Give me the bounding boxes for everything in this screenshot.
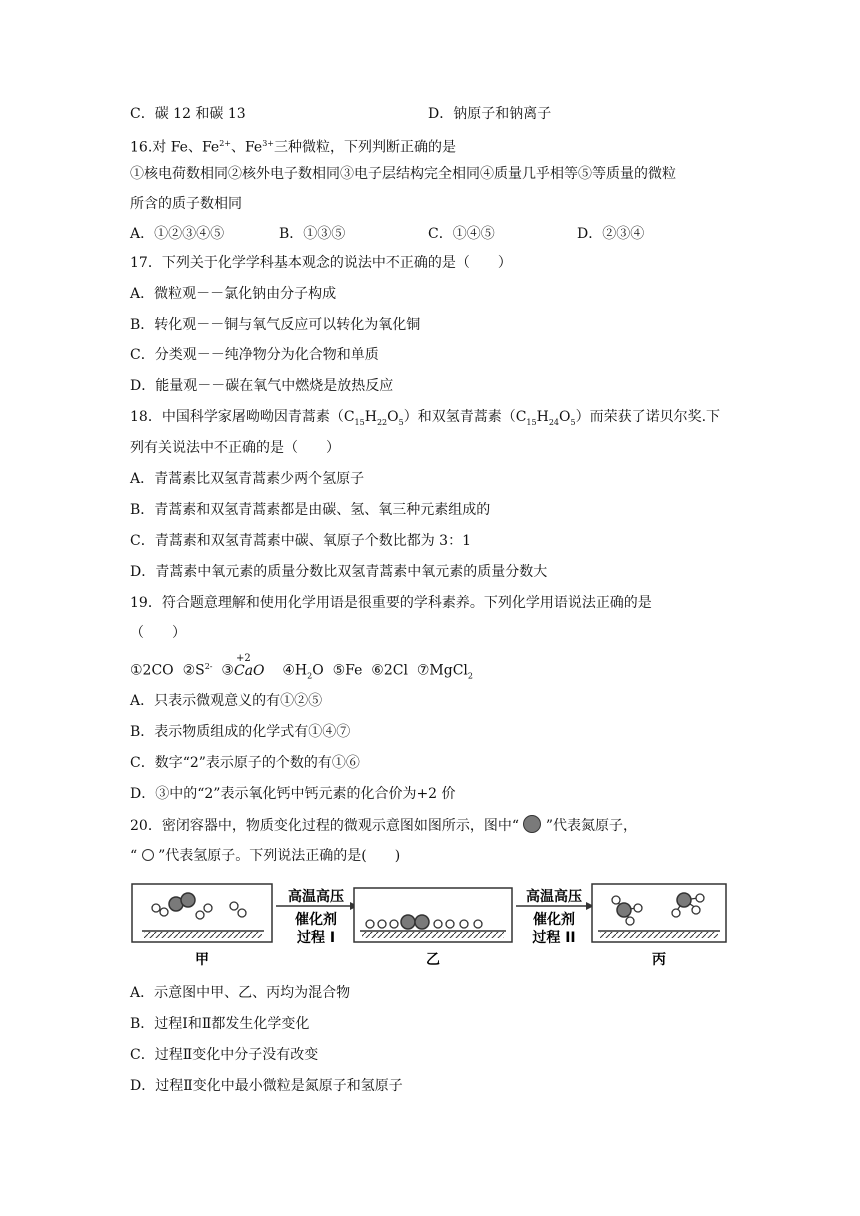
q18-stem: 18．中国科学家屠呦呦因青蒿素$(C_{15}H_{22}O_5)$和双氢青蒿素$(C_{15}H_{24}O_5)$而荣获了诺贝尔奖.下 [130,409,721,427]
q19-stem: 19．符合题意理解和使用化学用语是很重要的学科素养。下列化学用语说法正确的是 [130,595,652,611]
q20-option-b: B．过程Ⅰ和Ⅱ都发生化学变化 [130,1016,310,1032]
q17-option-b: B．转化观－－铜与氧气反应可以转化为氧化铜 [130,317,421,333]
label-bing: 丙 [652,952,666,968]
q16-line3: 所含的质子数相同 [130,196,242,212]
svg-text:过程 I: 过程 I [296,930,336,946]
q20-option-a: A．示意图中甲、乙、丙均为混合物 [130,985,351,1001]
svg-text:高温高压: 高温高压 [288,889,344,905]
nitrogen-atom-icon [523,815,541,833]
q19-option-c: C．数字“2”表示原子的个数的有①⑥ [130,755,360,771]
q17-stem: 17．下列关于化学学科基本观念的说法中不正确的是（ ） [130,255,512,271]
q16-option-b: B．①③⑤ [279,226,346,242]
label-jia: 甲 [195,952,209,968]
q16-option-a: A．①②③④⑤ [130,226,225,242]
box-yi [354,888,512,968]
q15-option-c: C．碳 12 和碳 13 [130,106,246,122]
q18-option-c: C．青蒿素和双氢青蒿素中碳、氧原子个数比都为 3：1 [130,533,471,549]
q18-option-b: B．青蒿素和双氢青蒿素都是由碳、氢、氧三种元素组成的 [130,502,491,518]
svg-text:过程 II: 过程 II [532,930,576,946]
q16-stem: 16.对 Fe、$Fe^{2+}$、$Fe^{3+}$三种微粒，下列判断正确的是 [130,139,457,156]
arrow-process-1 [276,888,358,946]
q20-stem: 20．密闭容器中，物质变化过程的微观示意图如图所示，图中“ ”代表氮原子， [130,815,637,836]
box-bing [592,884,726,968]
q20-option-c: C．过程Ⅱ变化中分子没有改变 [130,1047,319,1063]
hydrogen-atom-icon [142,849,154,861]
label-yi: 乙 [426,952,440,968]
svg-text:催化剂: 催化剂 [295,912,337,928]
q19-option-a: A．只表示微观意义的有①②⑤ [130,693,323,709]
q18-line2: 列有关说法中不正确的是（ ） [130,440,340,456]
q20-option-d: D．过程Ⅱ变化中最小微粒是氮原子和氢原子 [130,1078,403,1094]
reaction-process-diagram [130,880,730,972]
q19-items: ①2CO $②S^{2-}$ ③ +2 CaO $④H_2O$ ⑤Fe ⑥2Cl ⑦MgCl$_2$ [130,652,473,681]
q16-option-d: D．②③④ [577,226,645,242]
q16-line2: ①核电荷数相同②核外电子数相同③电子层结构完全相同④质量几乎相等⑤等质量的微粒 [130,166,676,182]
q15-option-d: D．钠原子和钠离子 [428,106,552,122]
q18-option-a: A．青蒿素比双氢青蒿素少两个氢原子 [130,471,365,487]
q19-paren: （ ） [130,625,186,641]
q17-option-d: D．能量观－－碳在氧气中燃烧是放热反应 [130,378,394,394]
box-jia [132,884,272,968]
arrow-process-2 [516,888,594,946]
q19-option-d: D．③中的“2”表示氧化钙中钙元素的化合价为+2 价 [130,786,456,802]
q17-option-a: A．微粒观－－氯化钠由分子构成 [130,286,337,302]
q20-stem-line2: “ ”代表氢原子。下列说法正确的是( ) [130,848,401,864]
q17-option-c: C．分类观－－纯净物分为化合物和单质 [130,347,379,363]
cao-valence-formula: +2 CaO [233,652,265,679]
svg-text:催化剂: 催化剂 [533,912,575,928]
q16-option-c: C．①④⑤ [428,226,495,242]
svg-text:高温高压: 高温高压 [526,889,582,905]
q19-option-b: B．表示物质组成的化学式有①④⑦ [130,724,351,740]
q18-option-d: D．青蒿素中氧元素的质量分数比双氢青蒿素中氧元素的质量分数大 [130,564,548,580]
